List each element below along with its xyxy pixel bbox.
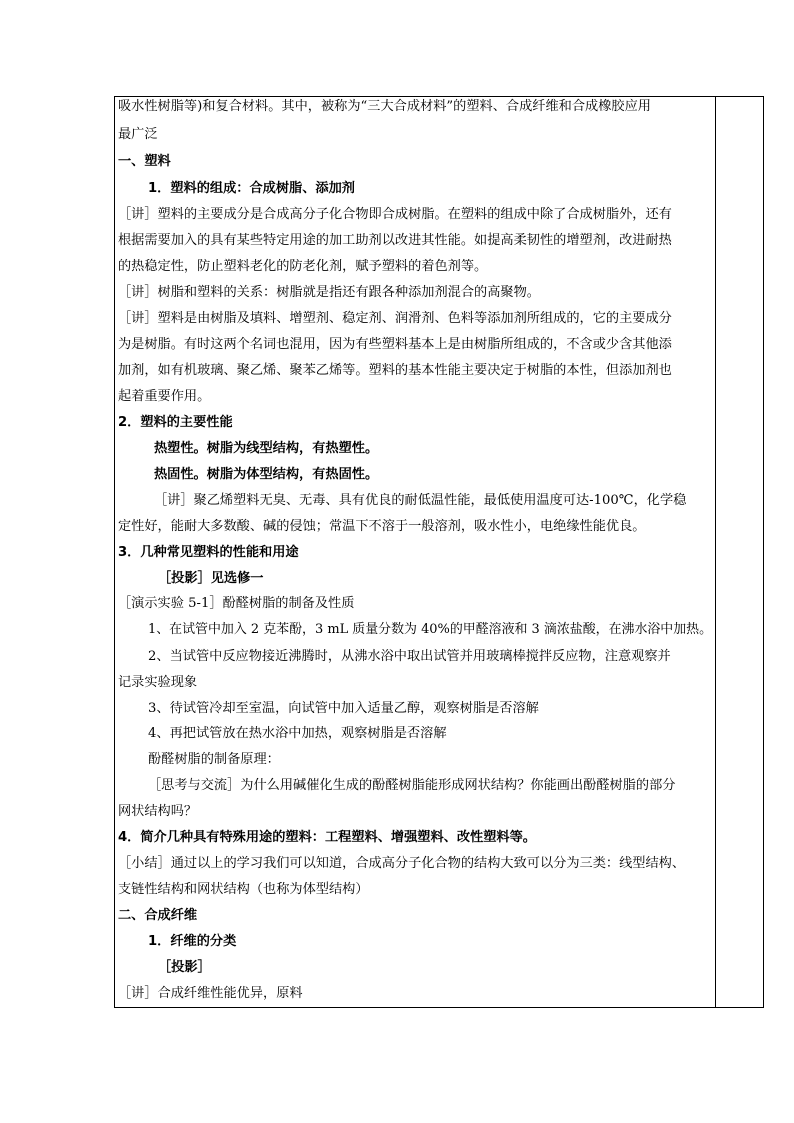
subsection-heading: 3．几种常见塑料的性能和用途 (118, 545, 299, 560)
text-line: 2、当试管中反应物接近沸腾时，从沸水浴中取出试管并用玻璃棒搅拌反应物，注意观察并 (148, 649, 671, 664)
text-line: ［讲］塑料是由树脂及填料、增塑剂、稳定剂、润滑剂、色料等添加剂所组成的，它的主要成分 (118, 311, 672, 326)
subsection-heading: 1．塑料的组成：合成树脂、添加剂 (148, 181, 355, 196)
text-line: 定性好，能耐大多数酸、碱的侵蚀；常温下不溶于一般溶剂，吸水性小，电绝缘性能优良。 (118, 519, 646, 534)
text-line: ［投影］见选修一 (158, 571, 264, 586)
text-line: ［小结］通过以上的学习我们可以知道，合成高分子化合物的结构大致可以分为三类：线型结构、 (118, 856, 686, 871)
text-line: ［讲］合成纤维性能优异，原料 (118, 986, 303, 1001)
text-line: 吸水性树脂等)和复合材料。其中，被称为“三大合成材料”的塑料、合成纤维和合成橡胶应用 (118, 99, 651, 114)
text-line: ［讲］塑料的主要成分是合成高分子化合物即合成树脂。在塑料的组成中除了合成树脂外，还有 (118, 207, 672, 222)
text-line: 为是树脂。有时这两个名词也混用，因为有些塑料基本上是由树脂所组成的，不含或少含其他添 (118, 337, 672, 352)
section-heading: 一、塑料 (118, 154, 171, 169)
text-line: ［思考与交流］为什么用碱催化生成的酚醛树脂能形成网状结构？你能画出酚醛树脂的部分 (148, 778, 676, 793)
text-line: 热固性。树脂为体型结构，有热固性。 (154, 467, 379, 482)
text-line: ［讲］树脂和塑料的关系：树脂就是指还有跟各种添加剂混合的高聚物。 (118, 285, 540, 300)
text-line: 4、再把试管放在热水浴中加热，观察树脂是否溶解 (148, 726, 447, 741)
text-line: ［讲］聚乙烯塑料无臭、无毒、具有优良的耐低温性能，最低使用温度可达-100℃，化学稳 (154, 493, 687, 508)
text-line: 网状结构吗？ (118, 804, 198, 819)
text-line: 记录实验现象 (118, 675, 198, 690)
text-line: 最广泛 (118, 127, 158, 142)
text-line: 起着重要作用。 (118, 389, 211, 404)
text-line: ［演示实验 5-1］酚醛树脂的制备及性质 (118, 596, 355, 611)
text-line: 加剂，如有机玻璃、聚乙烯、聚苯乙烯等。塑料的基本性能主要决定于树脂的本性，但添加剂也 (118, 363, 672, 378)
text-line: 的热稳定性，防止塑料老化的防老化剂，赋予塑料的着色剂等。 (118, 259, 488, 274)
subsection-heading: 2．塑料的主要性能 (118, 415, 233, 430)
text-line: 支链性结构和网状结构（也称为体型结构） (118, 882, 369, 897)
text-line: 1、在试管中加入 2 克苯酚，3 mL 质量分数为 40%的甲醛溶液和 3 滴浓盐酸，在沸水浴中加热。 (148, 622, 713, 637)
text-line: 3、待试管冷却至室温，向试管中加入适量乙醇，观察树脂是否溶解 (148, 701, 539, 716)
section-heading: 二、合成纤维 (118, 908, 198, 923)
column-divider (715, 96, 716, 1008)
text-line: 根据需要加入的具有某些特定用途的加工助剂以改进其性能。如提高柔韧性的增塑剂，改进耐热 (118, 233, 672, 248)
text-line: 酚醛树脂的制备原理： (148, 752, 280, 767)
subsection-heading: 4．简介几种具有特殊用途的塑料：工程塑料、增强塑料、改性塑料等。 (118, 830, 536, 845)
subsection-heading: 1．纤维的分类 (148, 934, 237, 949)
text-line: ［投影］ (158, 960, 211, 975)
text-line: 热塑性。树脂为线型结构，有热塑性。 (154, 441, 379, 456)
